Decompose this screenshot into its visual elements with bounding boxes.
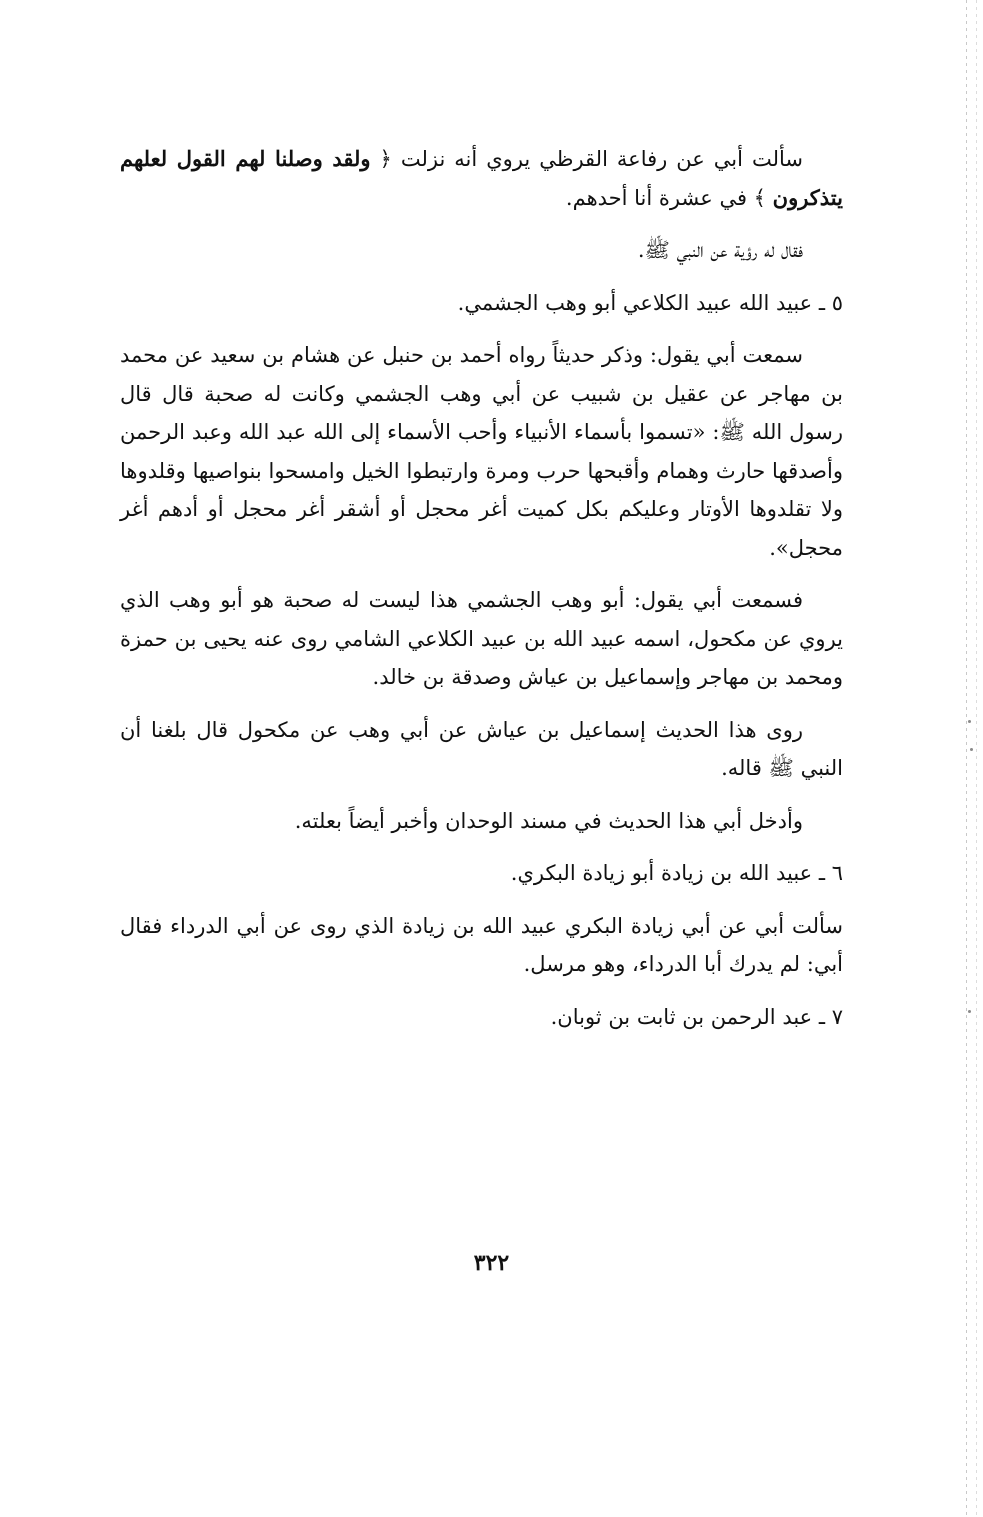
scan-edge-line <box>966 0 967 1517</box>
paragraph-quran-citation <box>120 140 843 217</box>
paragraph: سمعت أبي يقول: وذكر حديثاً رواه أحمد بن حنبل عن هشام بن سعيد عن محمد بن مهاجر عن عقيل بن شبيب عن أبي وهب الجشمي وكانت له صحبة قال قال رسول الله ﷺ: «تسموا بأسماء الأنبياء وأحب الأسماء إلى الله عبد الله وعبد الرحمن وأصدقها حارث وهمام وأقبحها حرب ومرة وارتبطوا الخيل وامسحوا بنواصيها وقلدوها ولا تقلدوها الأوتار وعليكم بكل كميت أغر محجل أو أشقر أغر محجل أو أدهم أغر محجل». <box>120 343 843 560</box>
paragraph: وأدخل أبي هذا الحديث في مسند الوحدان وأخبر أيضاً بعلته. <box>294 808 803 833</box>
body-text <box>120 140 843 1050</box>
entry-heading: ٥ ـ عبيد الله عبيد الكلاعي أبو وهب الجشمي. <box>457 290 843 315</box>
paragraph-text: سألت أبي عن رفاعة القرظي يروي أنه نزلت ﴿ <box>370 147 803 171</box>
entry-heading: ٦ ـ عبيد الله بن زيادة أبو زيادة البكري. <box>510 861 843 885</box>
entry-heading: ٧ ـ عبد الرحمن بن ثابت بن ثوبان. <box>550 1004 843 1029</box>
scan-edge-line <box>976 0 977 1517</box>
paragraph: روى هذا الحديث إسماعيل بن عياش عن أبي وهب عن مكحول قال بلغنا أن النبي ﷺ قاله. <box>120 717 843 780</box>
quran-verse: ولقد وصلنا لهم القول لعلهم يتذكرون <box>120 146 843 210</box>
paragraph: فسمعت أبي يقول: أبو وهب الجشمي هذا ليست له صحبة هو أبو وهب الذي يروي عن مكحول، اسمه عبيد الله بن عبيد الكلاعي الشامي روى عنه يحيى بن حمزة ومحمد بن مهاجر وإسماعيل بن عياش وصدقة بن خالد. <box>120 588 843 689</box>
scan-speck <box>970 748 973 751</box>
scan-speck <box>968 720 971 723</box>
paragraph: فقال له رؤية عن النبي ﷺ. <box>637 238 803 262</box>
paragraph-text: ﴾ في عشرة أنا أحدهم. <box>565 185 773 210</box>
scan-speck <box>968 1010 971 1013</box>
paragraph: سألت أبي عن أبي زيادة البكري عبيد الله بن زيادة الذي روى عن أبي الدرداء فقال أبي: لم يدرك أبا الدرداء، وهو مرسل. <box>120 913 843 976</box>
page-number: ٣٢٢ <box>473 1250 510 1276</box>
